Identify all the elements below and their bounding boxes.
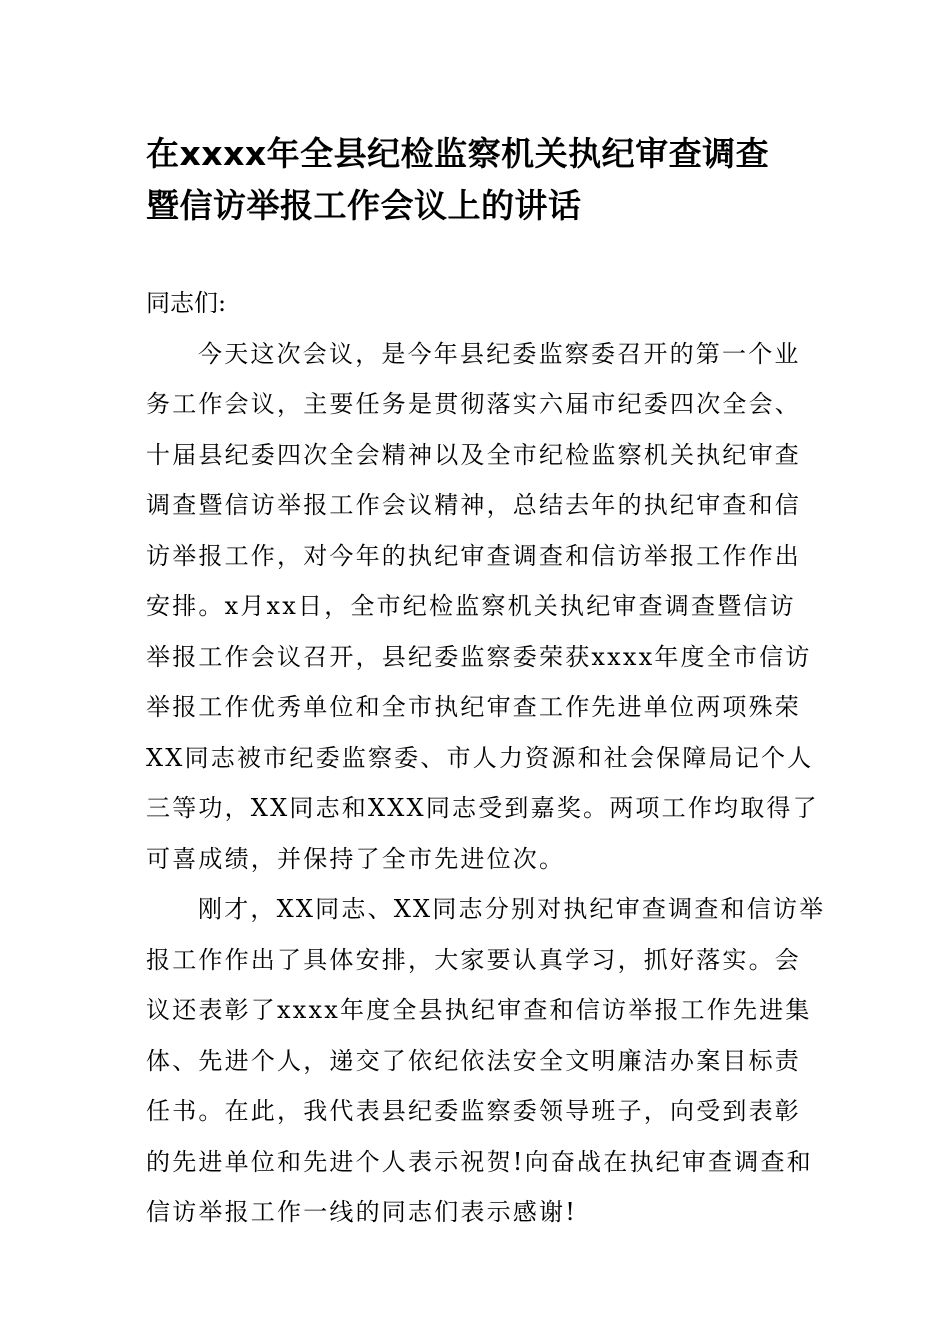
- paragraph-line: 可喜成绩，并保持了全市先进位次。: [146, 844, 566, 873]
- paragraph-line: 三等功，XX同志和XXX同志受到嘉奖。两项工作均取得了: [146, 794, 819, 822]
- document-title: [146, 128, 816, 232]
- title-line-2: 暨信访举报工作会议上的讲话: [146, 186, 582, 225]
- paragraph-line: 十届县纪委四次全会精神以及全市纪检监察机关执纪审查: [146, 440, 801, 469]
- paragraph-line: 务工作会议，主要任务是贯彻落实六届市纪委四次全会、: [146, 390, 801, 418]
- paragraph-line: 任书。在此，我代表县纪委监察委领导班子，向受到表彰: [146, 1097, 801, 1125]
- document-body: [146, 278, 826, 1238]
- paragraph-2: [146, 884, 826, 1238]
- paragraph-line: 举报工作优秀单位和全市执纪审查工作先进单位两项殊荣: [146, 693, 801, 721]
- salutation: 同志们:: [146, 289, 227, 317]
- paragraph-line: 信访举报工作一线的同志们表示感谢!: [146, 1198, 578, 1226]
- paragraph-line: 刚才，XX同志、XX同志分别对执纪审查调查和信访举: [198, 895, 826, 923]
- paragraph-line: 今天这次会议，是今年县纪委监察委召开的第一个业: [198, 339, 801, 368]
- paragraph-line: 体、先进个人，递交了依纪依法安全文明廉洁办案目标责: [146, 1046, 801, 1075]
- paragraph-line: 调查暨信访举报工作会议精神，总结去年的执纪审查和信: [146, 491, 801, 519]
- paragraph-line: 安排。x月xx日，全市纪检监察机关执纪审查调查暨信访: [146, 592, 796, 620]
- paragraph-line: 报工作作出了具体安排，大家要认真学习，抓好落实。会: [146, 945, 801, 974]
- paragraph-line: 访举报工作，对今年的执纪审查调查和信访举报工作作出: [146, 541, 801, 570]
- paragraph-line: 举报工作会议召开，县纪委监察委荣获xxxx年度全市信访: [146, 642, 812, 671]
- paragraph-line: 的先进单位和先进个人表示祝贺!向奋战在执纪审查调查和: [146, 1147, 813, 1176]
- title-line-1: 在xxxx年全县纪检监察机关执纪审查调查: [146, 134, 770, 173]
- paragraph-1: [146, 329, 819, 885]
- paragraph-line: 议还表彰了xxxx年度全县执纪审查和信访举报工作先进集: [146, 996, 812, 1024]
- paragraph-line: XX同志被市纪委监察委、市人力资源和社会保障局记个人: [146, 743, 814, 772]
